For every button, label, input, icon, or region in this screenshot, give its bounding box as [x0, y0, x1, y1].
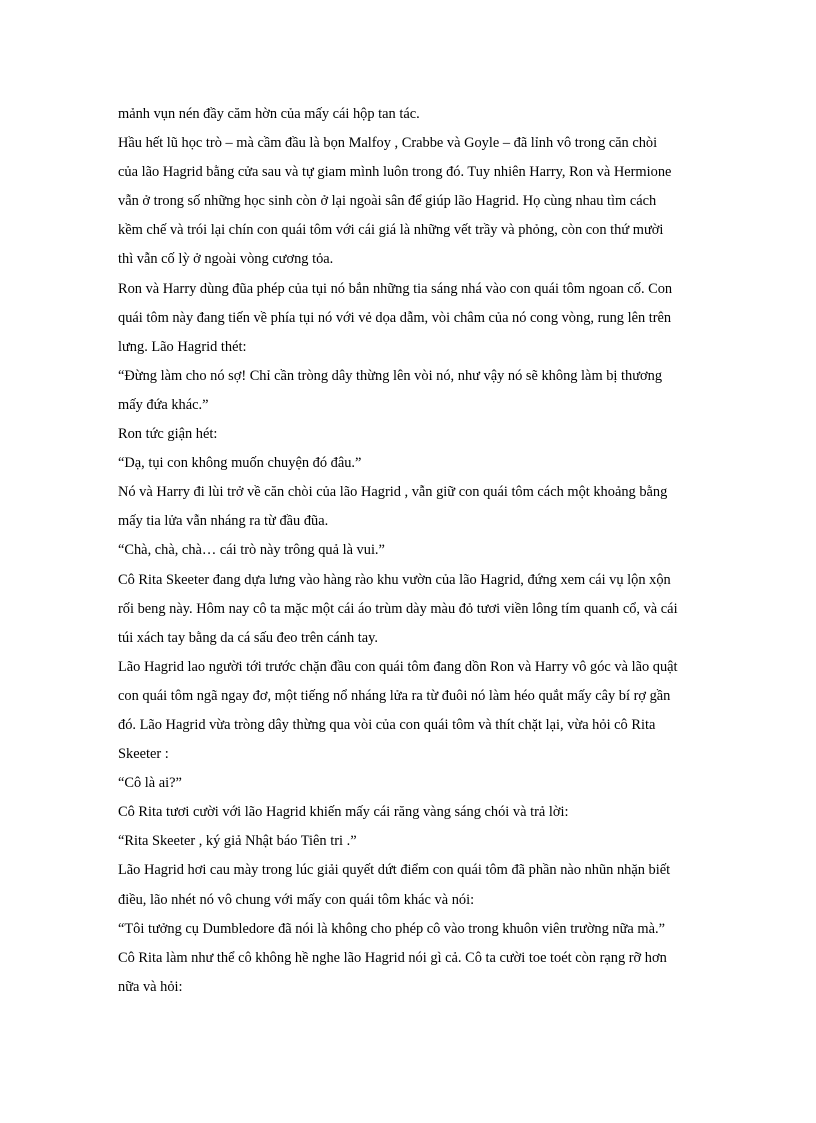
- text-line: con quái tôm ngã ngay đơ, một tiếng nổ nháng lửa ra từ đuôi nó làm héo quắt mấy cây bí rợ gần: [118, 687, 671, 704]
- text-line: Cô Rita Skeeter đang dựa lưng vào hàng rào khu vườn của lão Hagrid, đứng xem cái vụ lộn xộn: [118, 571, 671, 588]
- text-line: túi xách tay bằng da cá sấu đeo trên cánh tay.: [118, 629, 378, 646]
- text-line: kềm chế và trói lại chín con quái tôm với cái giá là những vết trầy và phỏng, còn con thứ mười: [118, 222, 664, 239]
- text-line: Skeeter :: [118, 746, 169, 763]
- text-line: “Đừng làm cho nó sợ! Chỉ cần tròng dây thừng lên vòi nó, như vậy nó sẽ không làm bị thương: [118, 367, 663, 384]
- text-line: đó. Lão Hagrid vừa tròng dây thừng qua vòi của con quái tôm và thít chặt lại, vừa hỏi cô Rita: [118, 716, 656, 733]
- text-line: mấy đứa khác.”: [118, 396, 209, 413]
- text-line: nữa và hỏi:: [118, 978, 183, 995]
- text-line: “Chà, chà, chà… cái trò này trông quả là vui.”: [118, 542, 385, 559]
- text-line: quái tôm này đang tiến về phía tụi nó với vẻ dọa dẫm, vòi châm của nó cong vòng, rung lên trên: [118, 309, 672, 326]
- text-line: vẫn ở trong số những học sinh còn ở lại ngoài sân để giúp lão Hagrid. Họ cùng nhau tìm cách: [118, 193, 657, 210]
- text-line: Hầu hết lũ học trò – mà cầm đầu là bọn Malfoy , Crabbe và Goyle – đã lỉnh vô trong căn chòi: [118, 135, 658, 152]
- text-line: của lão Hagrid bằng cửa sau và tự giam mình luôn trong đó. Tuy nhiên Harry, Ron và Hermione: [118, 164, 672, 181]
- text-line: Nó và Harry đi lùi trở về căn chòi của lão Hagrid , vẫn giữ con quái tôm cách một khoảng bằng: [118, 484, 668, 501]
- text-line: mấy tia lửa vẫn nháng ra từ đầu đũa.: [118, 513, 329, 530]
- text-line: điều, lão nhét nó vô chung với mấy con quái tôm khác và nói:: [118, 891, 475, 908]
- text-line: Lão Hagrid hơi cau mày trong lúc giải quyết dứt điểm con quái tôm đã phần nào nhũn nhặn biết: [118, 862, 671, 879]
- text-line: “Cô là ai?”: [118, 775, 182, 792]
- text-line: Cô Rita làm như thể cô không hề nghe lão Hagrid nói gì cả. Cô ta cười toe toét còn rạng rỡ hơn: [118, 949, 667, 966]
- text-line: “Tôi tưởng cụ Dumbledore đã nói là không cho phép cô vào trong khuôn viên trường nữa mà.”: [118, 920, 665, 937]
- body-text: [118, 100, 758, 1002]
- text-line: Ron tức giận hét:: [118, 426, 218, 443]
- text-line: “Dạ, tụi con không muốn chuyện đó đâu.”: [118, 455, 362, 472]
- text-line: Lão Hagrid lao người tới trước chặn đầu con quái tôm đang dồn Ron và Harry vô góc và lão quật: [118, 658, 678, 675]
- text-line: “Rita Skeeter , ký giả Nhật báo Tiên tri .”: [118, 833, 357, 850]
- text-line: lưng. Lão Hagrid thét:: [118, 338, 247, 355]
- text-line: Cô Rita tươi cười với lão Hagrid khiến mấy cái răng vàng sáng chói và trả lời:: [118, 804, 569, 821]
- text-line: mảnh vụn nén đầy căm hờn của mấy cái hộp tan tác.: [118, 106, 420, 122]
- text-line: Ron và Harry dùng đũa phép của tụi nó bắn những tia sáng nhá vào con quái tôm ngoan cố. Con: [118, 280, 673, 297]
- text-line: thì vẫn cố lỳ ở ngoài vòng cương tỏa.: [118, 251, 334, 268]
- text-line: rối beng này. Hôm nay cô ta mặc một cái áo trùm dày màu đỏ tươi viền lông tím quanh cổ, và cái: [118, 600, 678, 617]
